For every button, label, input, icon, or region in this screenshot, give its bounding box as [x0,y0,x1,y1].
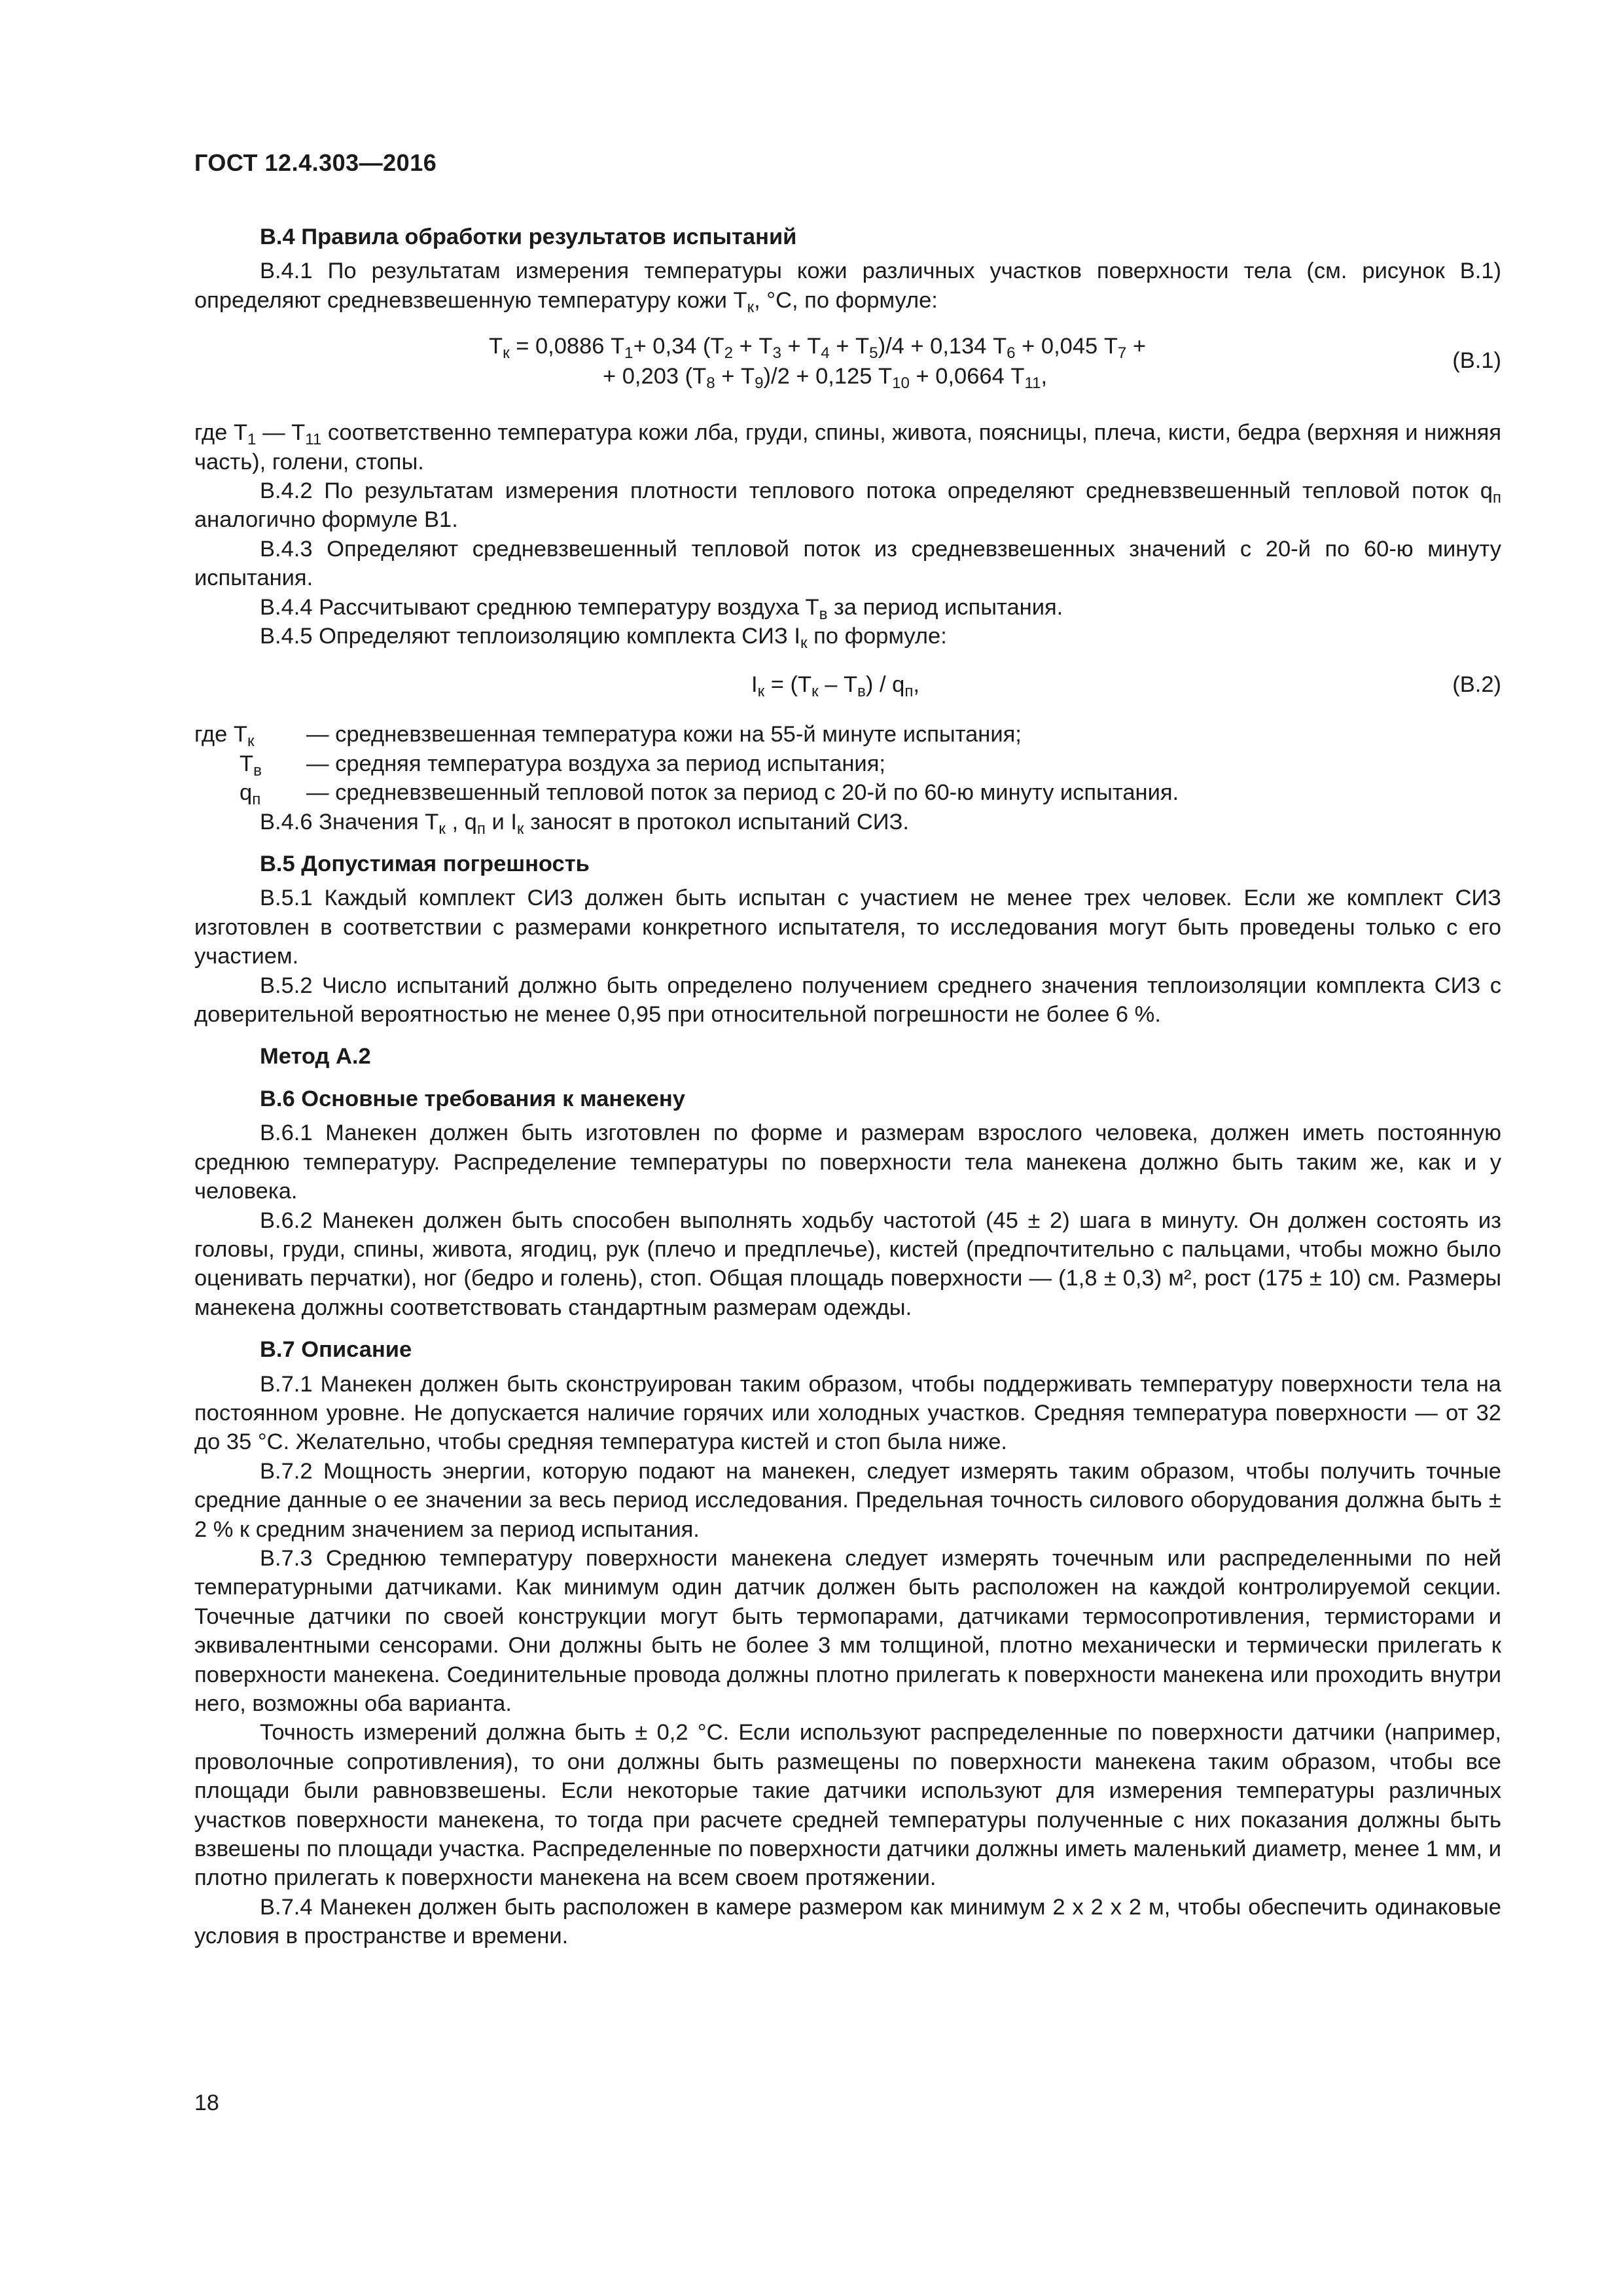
page-number: 18 [194,2090,219,2115]
standard-designation: ГОСТ 12.4.303—2016 [194,149,437,176]
formula-b2-legend-item [194,778,1501,807]
legend-symbol: где $Т_к$ [194,722,255,751]
legend-symbol: $Т_в$ [240,751,262,780]
legend-definition: — средняя температура воздуха за период испытания; [306,751,885,776]
section-heading-b4: В.4 Правила обработки результатов испытаний [260,224,797,249]
formula-b1-line2: + 0,203 $(Т_8 + Т_9)/2 + 0,125$ $Т_{10} + 0,0664$ $Т_{11}$, [603,364,1048,392]
formula-b2-expression: $I_к = (Т_к - Т_в) / q_п$, [751,672,919,701]
legend-definition: — средневзвешенный тепловой поток за период с 20-й по 60-ю минуту испытания. [306,780,1179,806]
paragraph-b7-3-continued: Точность измерений должна быть ± 0,2 °С. Если используют распределенные по поверхности датчики (например, проволочные сопротивления), то они должны быть размещены по поверхности манекена таким образом, чтобы все площади были равновзвешены. Если некоторые такие датчики используют для измерения температуры различных участков поверхности манекена, то тогда при расчете средней температуры полученные с них показания должны быть взвешены по площади участка. Распределенные по поверхности датчики должны иметь маленький диаметр, менее 1 мм, и плотно прилегать к поверхности манекена на всем своем протяжении. [194,1720,1501,1891]
paragraph-b7-2: В.7.2 Мощность энергии, которую подают на манекен, следует измерять таким образом, чтобы получить точные средние данные о ее значении за весь период исследования. Предельная точность силового оборудования должна быть ± 2 % к средним значением за период испытания. [194,1458,1501,1542]
paragraph-b5-2: В.5.2 Число испытаний должно быть определено получением среднего значения теплоизоляции комплекта СИЗ с доверительной вероятностью не менее 0,95 при относительной погрешности не более 6 %. [194,973,1501,1028]
legend-definition: — средневзвешенная температура кожи на 55-й минуте испытания; [306,722,1022,747]
formula-b1-line1: $Т_к = 0,0886$ $Т_1+ 0,34$ $(Т_2 + Т_3 + Т_4 + Т_5)/4 + 0,134$ $Т_6 + 0,045$ $Т_7$ + [489,334,1147,362]
section-heading-b6: В.6 Основные требования к манекену [260,1086,685,1111]
paragraph-b4-3: В.4.3 Определяют средневзвешенный тепловой поток из средневзвешенных значений с 20-й по 60-ю минуту испытания. [194,536,1501,591]
formula-b1 [194,332,1501,392]
paragraph-b4-1: В.4.1 По результатам измерения температуры кожи различных участков поверхности тела (см. рисунок В.1) определяют средневзвешенную температуру кожи $Т_к$, °С, по формуле: [194,259,1501,316]
paragraph-b4-4: В.4.4 Рассчитывают среднюю температуру воздуха $Т_в$ за период испытания. [260,594,1063,623]
legend-symbol: $q_п$ [240,780,261,808]
paragraph-b7-4: В.7.4 Манекен должен быть расположен в камере размером как минимум 2 х 2 х 2 м, чтобы обеспечить одинаковые условия в пространстве и времени. [194,1894,1501,1949]
formula-b2 [194,670,1501,702]
paragraph-b7-3: В.7.3 Среднюю температуру поверхности манекена следует измерять точечным или распределенными по ней температурными датчиками. Как минимум один датчик должен быть расположен на каждой контролируемой секции. Точечные датчики по своей конструкции могут быть термопарами, датчиками термосопротивления, термисторами и эквивалентными сенсорами. Они должны быть не более 3 мм толщиной, плотно механически и термически прилегать к поверхности манекена. Соединительные провода должны плотно прилегать к поверхности манекена или проходить внутри него, возможны оба варианта. [194,1545,1501,1717]
page-body [194,223,1501,1951]
paragraph-b6-1: В.6.1 Манекен должен быть изготовлен по форме и размерам взрослого человека, должен иметь постоянную среднюю температуру. Распределение температуры по поверхности тела манекена должно быть таким же, как и у человека. [194,1121,1501,1204]
paragraph-b7-1: В.7.1 Манекен должен быть сконструирован таким образом, чтобы поддерживать температуру поверхности тела на постоянном уровне. Не допускается наличие горячих или холодных участков. Средняя температура поверхности — от 32 до 35 °С. Желательно, чтобы средняя температура кистей и стоп была ниже. [194,1371,1501,1455]
formula-b1-number: (В.1) [1452,348,1501,374]
paragraph-b4-2: В.4.2 По результатам измерения плотности теплового потока определяют средневзвешенный тепловой поток $q_п$ аналогично формуле В1. [194,478,1501,533]
formula-b2-number: (В.2) [1452,672,1501,698]
formula-b2-legend-item [194,749,1501,778]
paragraph-b6-2: В.6.2 Манекен должен быть способен выполнять ходьбу частотой (45 ± 2) шага в минуту. Он должен состоять из головы, груди, спины, живота, ягодиц, рук (плечо и предплечье), кистей (предпочтительно с пальцами, чтобы можно было оценивать перчатки), ног (бедро и голень), стоп. Общая площадь поверхности — (1,8 ± 0,3) м², рост (175 ± 10) см. Размеры манекена должны соответствовать стандартным размерам одежды. [194,1208,1501,1320]
method-heading: Метод А.2 [260,1044,371,1069]
section-heading-b5: В.5 Допустимая погрешность [260,852,590,877]
formula-b1-legend: где $Т_1$ — $Т_{11}$ соответственно температура кожи лба, груди, спины, живота, поясницы, плеча, кисти, бедра (верхняя и нижняя часть), голени, стопы. [194,420,1501,475]
paragraph-b4-5: В.4.5 Определяют теплоизоляцию комплекта СИЗ $I_к$ по формуле: [260,624,947,652]
paragraph-b4-6: В.4.6 Значения $Т_к$ , $q_п$ и $I_к$ заносят в протокол испытаний СИЗ. [260,809,909,838]
paragraph-b5-1: В.5.1 Каждый комплект СИЗ должен быть испытан с участием не менее трех человек. Если же комплект СИЗ изготовлен в соответствии с размерами конкретного испытателя, то исследования могут быть проведены только с его участием. [194,886,1501,969]
section-heading-b7: В.7 Описание [260,1337,412,1363]
formula-b2-legend-item [194,720,1501,749]
